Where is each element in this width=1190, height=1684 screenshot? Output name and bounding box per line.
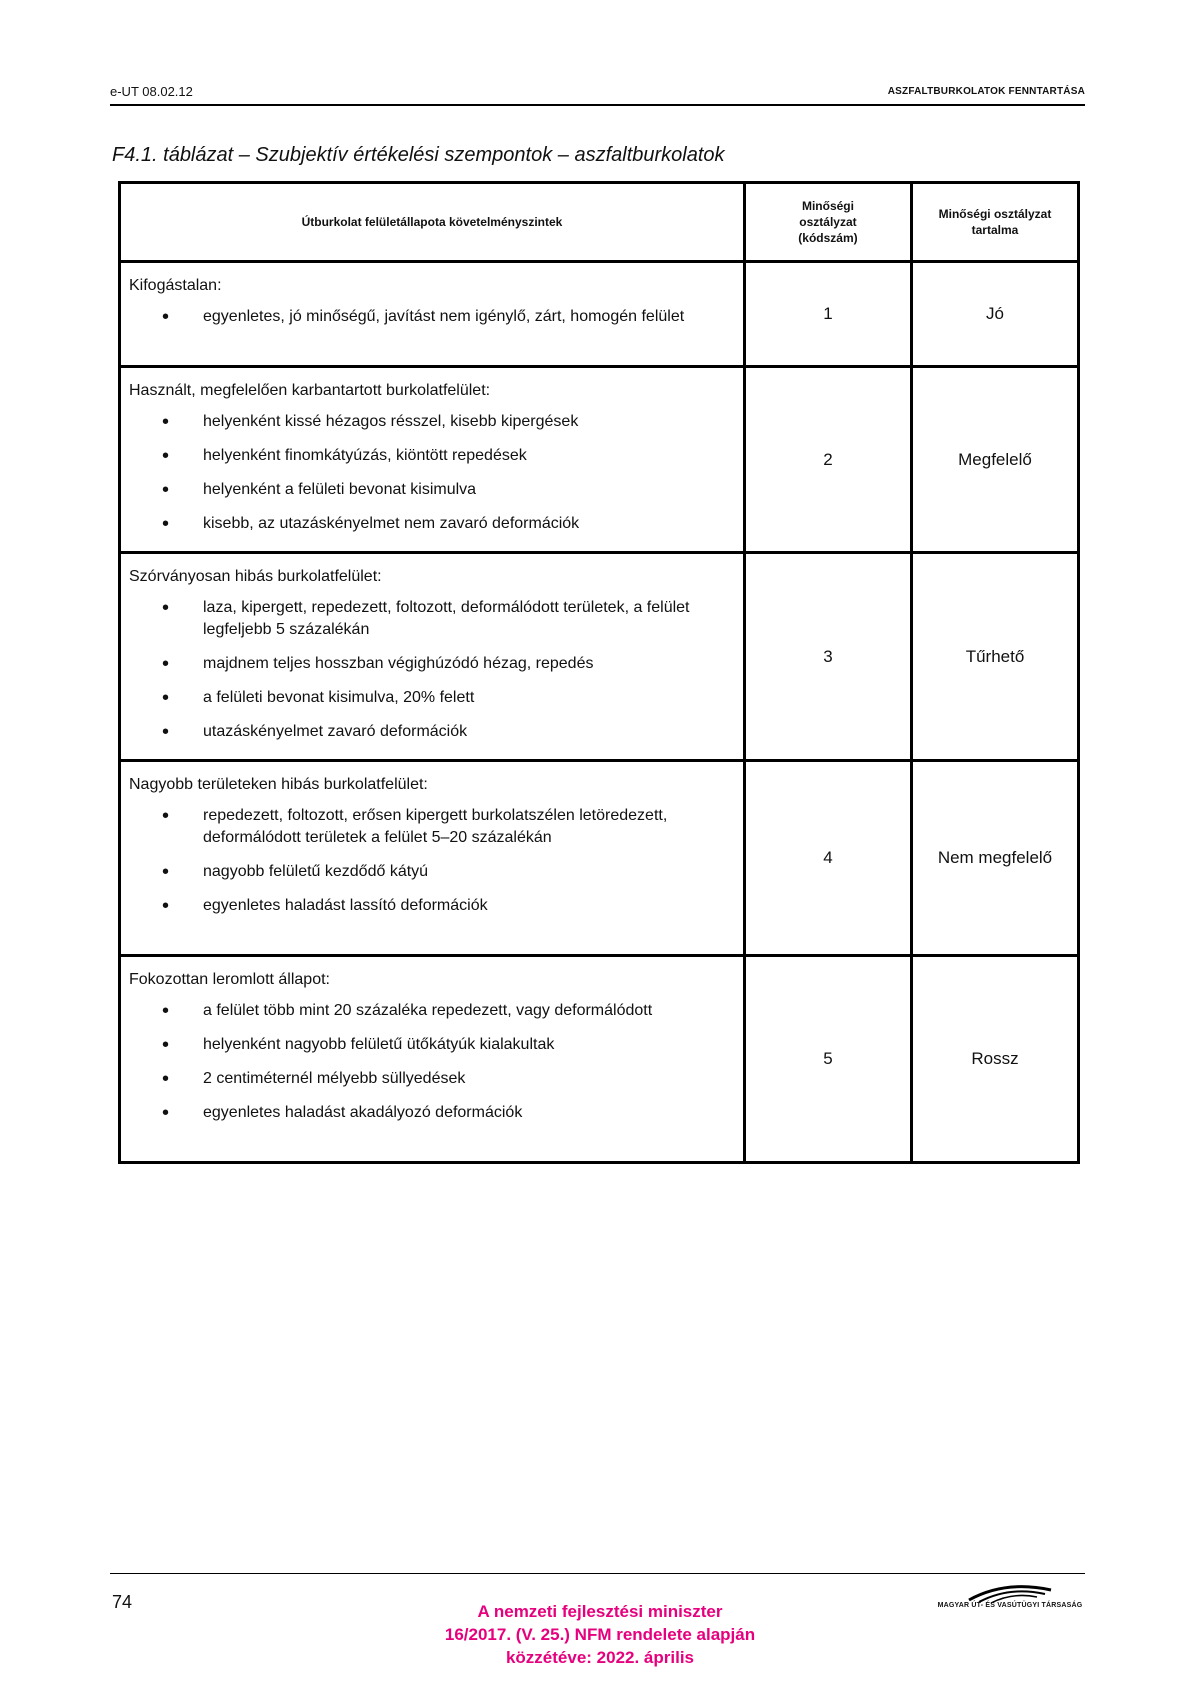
- quality-grade-cell: Megfelelő: [911, 367, 1078, 553]
- list-item: • 2 centiméternél mélyebb süllyedések: [129, 1068, 735, 1090]
- list-item: • a felületi bevonat kisimulva, 20% felett: [129, 687, 735, 709]
- table-caption: F4.1. táblázat – Szubjektív értékelési szempontok – aszfaltburkolatok: [112, 144, 725, 166]
- column-header-code: Minőségi osztályzat (kódszám): [744, 183, 911, 262]
- quality-grade-cell: Tűrhető: [911, 553, 1078, 761]
- quality-grade-cell: Rossz: [911, 956, 1078, 1163]
- quality-code-cell: 1: [744, 262, 911, 367]
- category-title: Használt, megfelelően karbantartott burkolatfelület:: [129, 382, 491, 399]
- page-number: 74: [112, 1592, 133, 1612]
- table-row: [120, 367, 1079, 553]
- list-item: • majdnem teljes hosszban végighúzódó hézag, repedés: [129, 653, 735, 675]
- list-item: • utazáskényelmet zavaró deformációk: [129, 721, 735, 743]
- requirement-cell: [120, 553, 745, 761]
- page-header: [110, 82, 1085, 106]
- defect-list: [129, 597, 735, 743]
- category-title: Kifogástalan:: [129, 277, 222, 294]
- publication-note: [380, 1600, 820, 1669]
- table-row: [120, 553, 1079, 761]
- publication-note-line: A nemzeti fejlesztési miniszter: [477, 1602, 723, 1621]
- list-item: • helyenként nagyobb felületű ütőkátyúk kialakultak: [129, 1034, 735, 1056]
- column-header-grade: Minőségi osztályzat tartalma: [911, 183, 1078, 262]
- table-row: [120, 956, 1079, 1163]
- list-item: • egyenletes haladást lassító deformációk: [129, 895, 735, 917]
- publication-note-line: közzétéve: 2022. április: [505, 1648, 695, 1667]
- quality-grade-cell: Jó: [911, 262, 1078, 367]
- requirement-cell: [120, 262, 745, 367]
- list-item: • helyenként a felületi bevonat kisimulva: [129, 479, 735, 501]
- list-item: • laza, kipergett, repedezett, foltozott, deformálódott területek, a felület legfeljebb 5 százalékán: [129, 597, 735, 641]
- logo-text: MAGYAR ÚT- ÉS VASÚTÜGYI TÁRSASÁG: [937, 1602, 1083, 1609]
- list-item: • egyenletes, jó minőségű, javítást nem igénylő, zárt, homogén felület: [129, 306, 735, 328]
- defect-list: [129, 1000, 735, 1124]
- table-row: [120, 262, 1079, 367]
- requirement-cell: [120, 367, 745, 553]
- quality-grade-cell: Nem megfelelő: [911, 761, 1078, 956]
- defect-list: [129, 306, 735, 328]
- quality-code-cell: 5: [744, 956, 911, 1163]
- quality-code-cell: 4: [744, 761, 911, 956]
- list-item: • egyenletes haladást akadályozó deformációk: [129, 1102, 735, 1124]
- document-id: e-UT 08.02.12: [110, 84, 193, 99]
- publication-note-line: 16/2017. (V. 25.) NFM rendelete alapján: [444, 1625, 756, 1644]
- quality-table: [118, 181, 1080, 1164]
- quality-code-cell: 2: [744, 367, 911, 553]
- society-logo: [935, 1582, 1085, 1616]
- road-arc-icon: [965, 1582, 1055, 1604]
- table-row: [120, 761, 1079, 956]
- defect-list: [129, 411, 735, 535]
- list-item: • helyenként kissé hézagos résszel, kisebb kipergések: [129, 411, 735, 433]
- document-title: ASZFALTBURKOLATOK FENNTARTÁSA: [887, 86, 1085, 97]
- column-header-requirements: Útburkolat felületállapota követelményszintek: [120, 183, 745, 262]
- table-header-row: [120, 183, 1079, 262]
- category-title: Fokozottan leromlott állapot:: [129, 971, 330, 988]
- list-item: • kisebb, az utazáskényelmet nem zavaró deformációk: [129, 513, 735, 535]
- list-item: • nagyobb felületű kezdődő kátyú: [129, 861, 735, 883]
- requirement-cell: [120, 956, 745, 1163]
- quality-code-cell: 3: [744, 553, 911, 761]
- footer-divider: [110, 1573, 1085, 1574]
- category-title: Szórványosan hibás burkolatfelület:: [129, 568, 382, 585]
- list-item: • a felület több mint 20 százaléka repedezett, vagy deformálódott: [129, 1000, 735, 1022]
- category-title: Nagyobb területeken hibás burkolatfelület:: [129, 776, 428, 793]
- list-item: • repedezett, foltozott, erősen kipergett burkolatszélen letöredezett, deformálódott területek a felület 5–20 százalékán: [129, 805, 735, 849]
- requirement-cell: [120, 761, 745, 956]
- list-item: • helyenként finomkátyúzás, kiöntött repedések: [129, 445, 735, 467]
- defect-list: [129, 805, 735, 917]
